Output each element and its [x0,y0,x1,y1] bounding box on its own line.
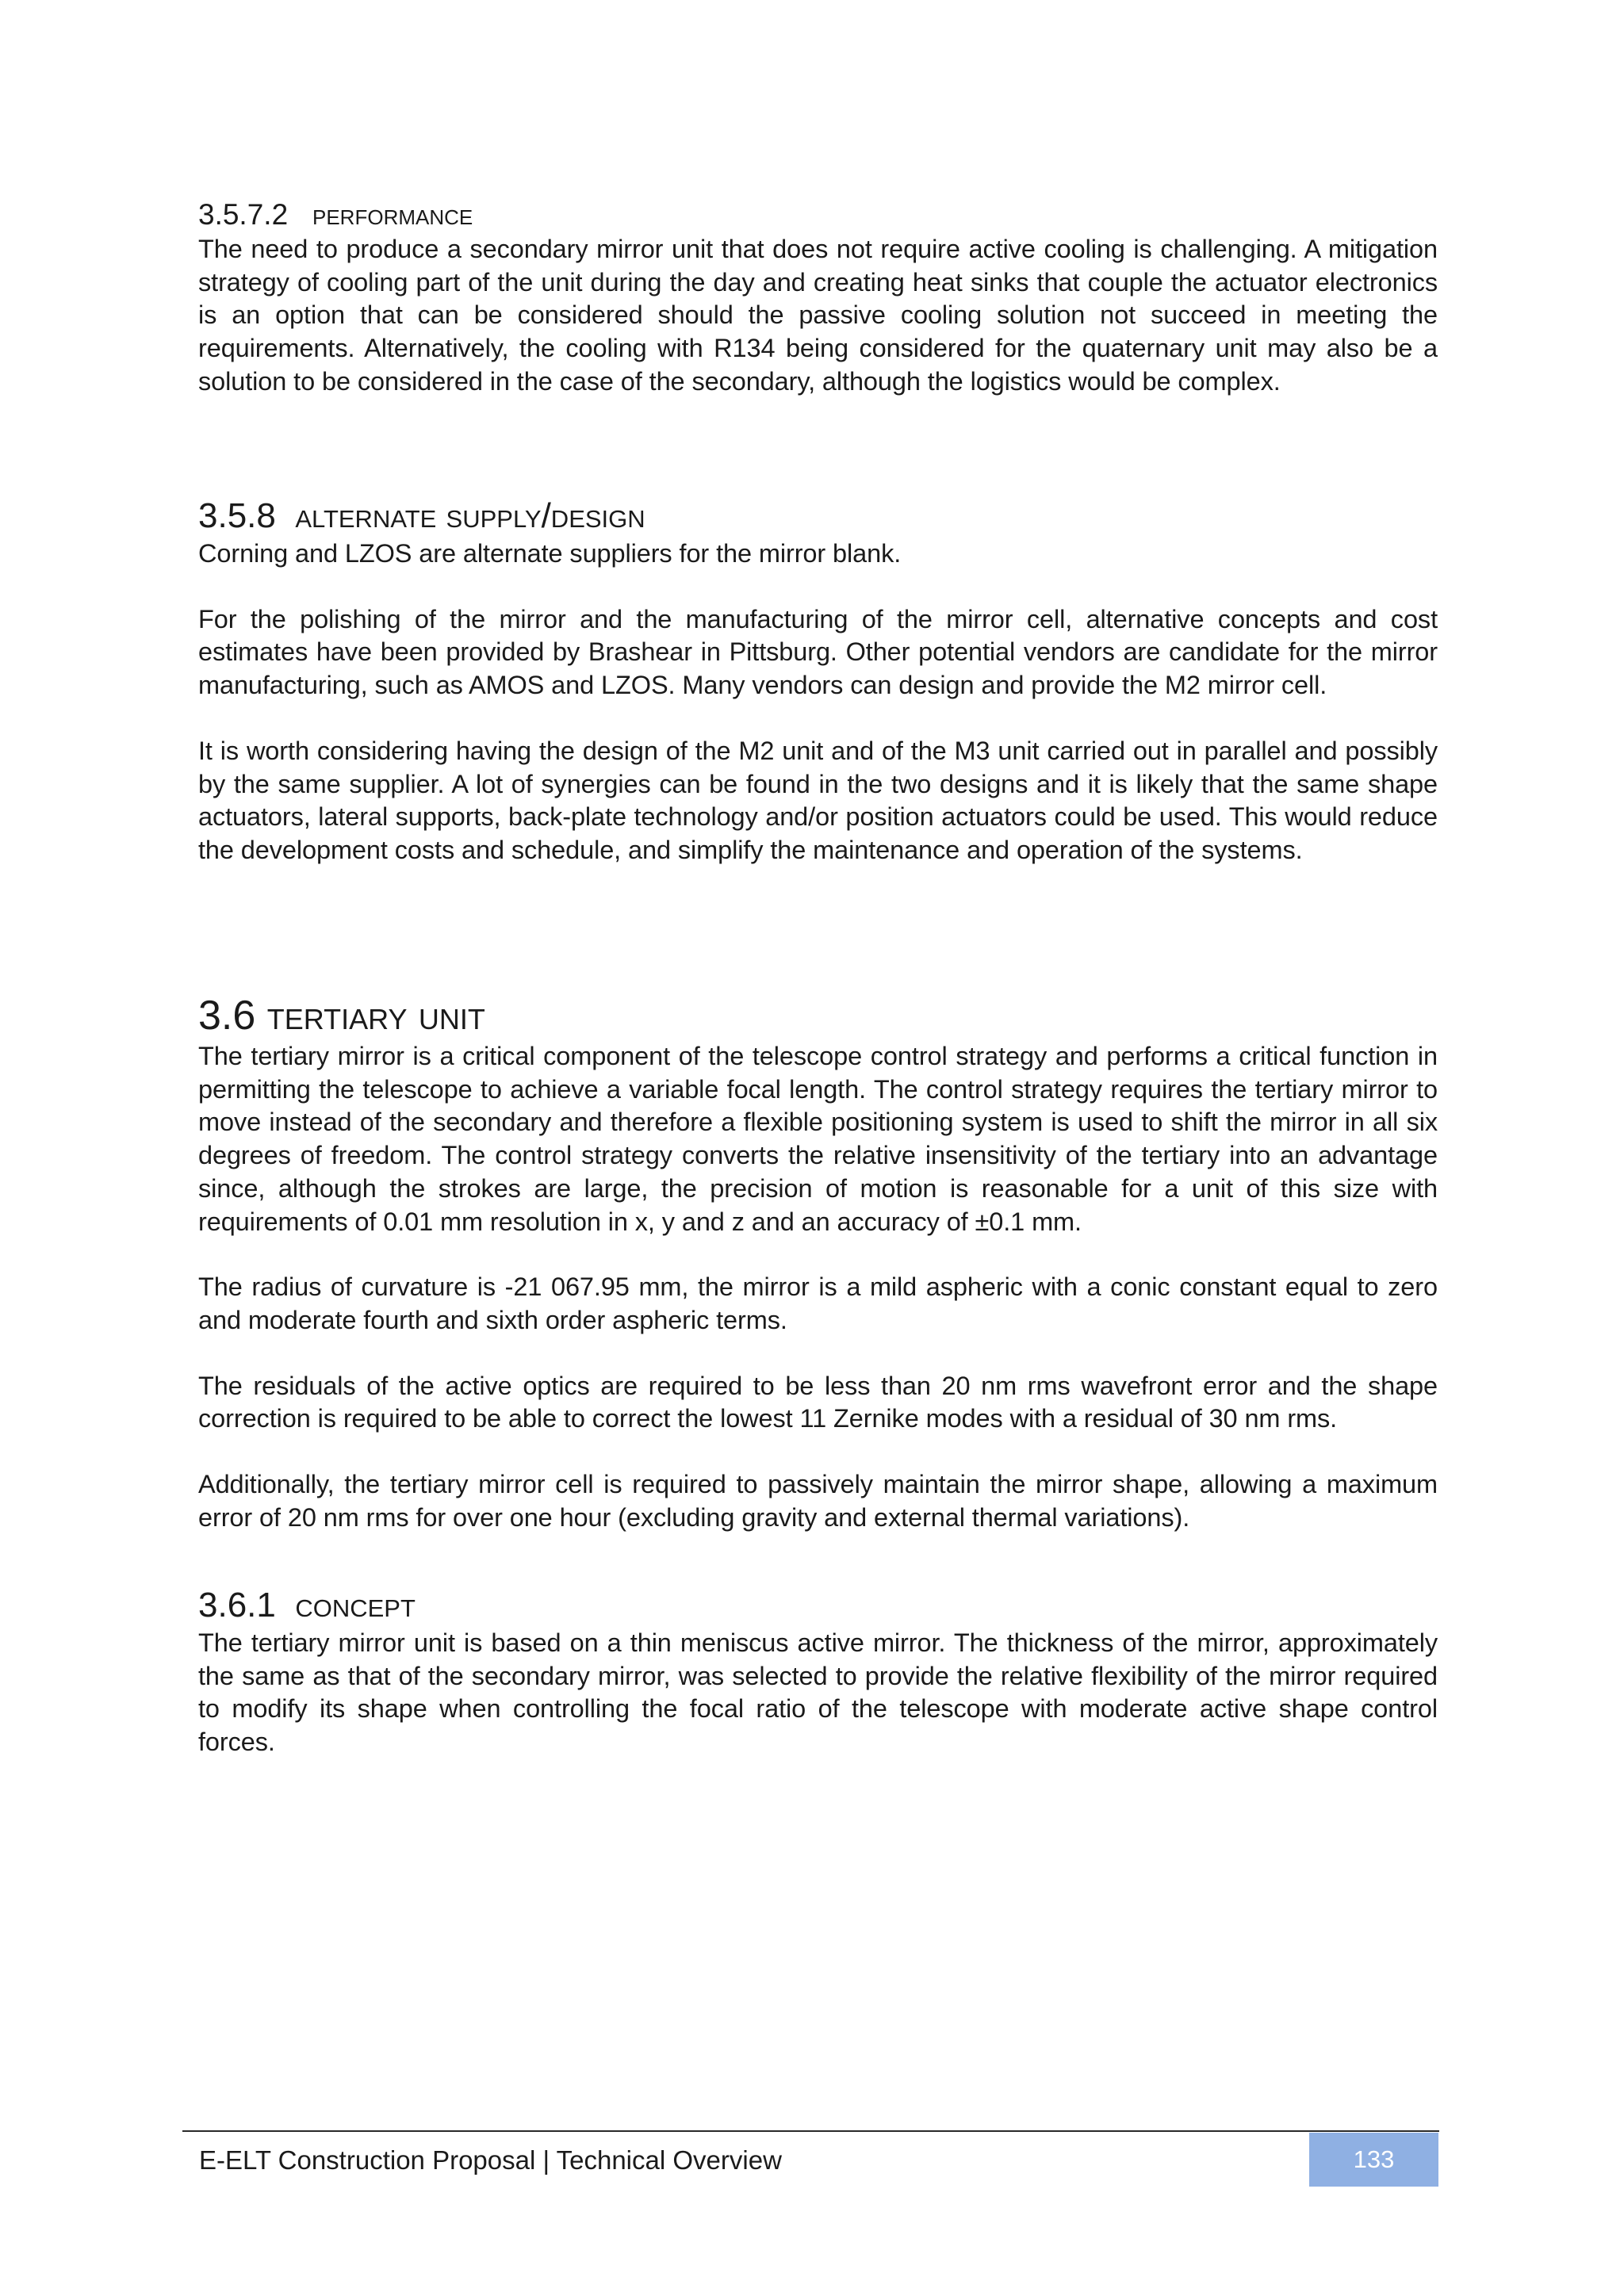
page-number-badge: 133 [1309,2133,1438,2187]
section-title: alternate supply/design [295,496,645,535]
paragraph: Corning and LZOS are alternate suppliers for the mirror blank. [198,539,902,568]
paragraph: The need to produce a secondary mirror unit that does not require active cooling is challenging. A mitigation strategy of cooling part of the unit during the day and creating heat sinks that couple the actuator electronics is an option that can be considered should the passive cooling solution not succeed in meeting the requirements. Alternatively, the cooling with R134 being considered for the quaternary unit may also be a solution to be considered in the case of the secondary, although the logistics would be complex. [198,235,1438,396]
section-3-5-7-2 [198,197,1438,399]
section-number: 3.5.8 [198,496,276,535]
paragraph: It is worth considering having the design of the M2 unit and of the M3 unit carried out in parallel and possibly by the same supplier. A lot of synergies can be found in the two designs and it is likely that the same shape actuators, lateral supports, back-plate technology and/or position actuators could be used. This would reduce the development costs and schedule, and simplify the maintenance and operation of the systems. [198,736,1438,864]
section-heading [198,495,1438,538]
footer-title: E-ELT Construction Proposal | Technical Overview [199,2145,782,2175]
paragraph: Additionally, the tertiary mirror cell is required to passively maintain the mirror shape, allowing a maximum error of 20 nm rms for over one hour (excluding gravity and external thermal variations). [198,1470,1438,1532]
section-title: tertiary unit [266,993,485,1039]
paragraph: For the polishing of the mirror and the manufacturing of the mirror cell, alternative concepts and cost estimates have been provided by Brashear in Pittsburg. Other potential vendors are candidate for the mirror manufacturing, such as AMOS and LZOS. Many vendors can design and provide the M2 mirror cell. [198,604,1438,700]
paragraph: The tertiary mirror is a critical component of the telescope control strategy and performs a critical function in permitting the telescope to achieve a variable focal length. The control strategy requires the tertiary mirror to move instead of the secondary and therefore a flexible positioning system is used to shift the mirror in all six degrees of freedom. The control strategy converts the relative insensitivity of the tertiary into an advantage since, although the strokes are large, the precision of motion is reasonable for a unit of this size with requirements of 0.01 mm resolution in x, y and z and an accuracy of ±0.1 mm. [198,1042,1438,1236]
paragraph: The tertiary mirror unit is based on a thin meniscus active mirror. The thickness of the mirror, approximately the same as that of the secondary mirror, was selected to provide the relative flexibility of the mirror required to modify its shape when controlling the focal ratio of the telescope with moderate active shape control forces. [198,1628,1438,1757]
section-title: performance [312,198,473,231]
footer-divider [182,2130,1439,2132]
paragraph: The radius of curvature is -21 067.95 mm, the mirror is a mild aspheric with a conic constant equal to zero and moderate fourth and sixth order aspheric terms. [198,1272,1438,1334]
section-number: 3.5.7.2 [198,198,289,231]
section-3-6-1 [198,1584,1438,1759]
section-number: 3.6 [198,993,256,1039]
section-heading [198,991,1438,1040]
section-3-6 [198,991,1438,1534]
section-heading [198,1584,1438,1627]
paragraph: The residuals of the active optics are required to be less than 20 nm rms wavefront error and the shape correction is required to be able to correct the lowest 11 Zernike modes with a residual of 30 nm rms. [198,1371,1438,1433]
section-number: 3.6.1 [198,1586,276,1624]
section-title: concept [295,1586,416,1624]
section-heading [198,197,1438,233]
section-3-5-8 [198,495,1438,867]
